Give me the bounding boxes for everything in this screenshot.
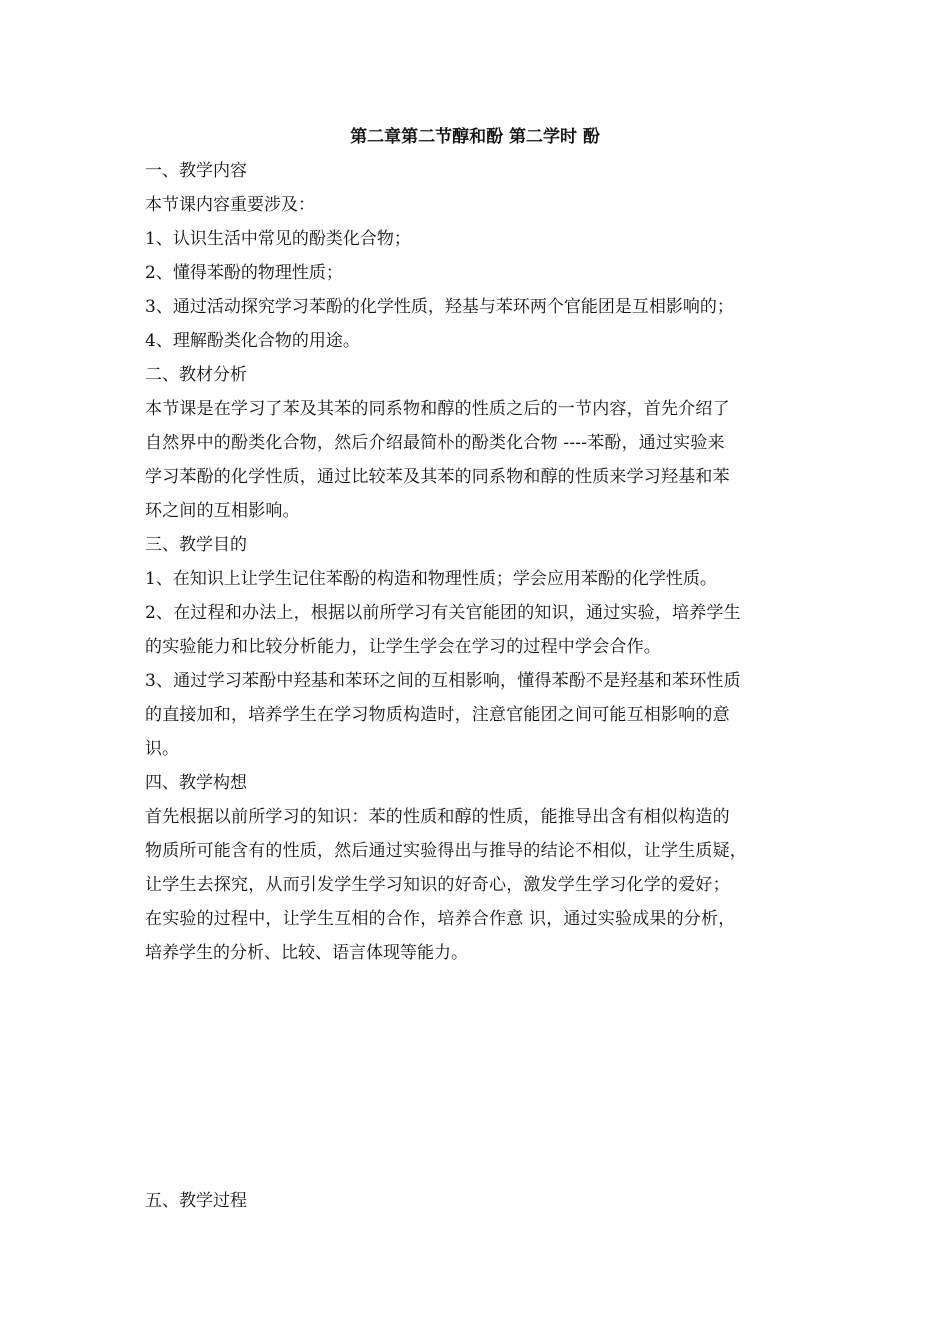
section-heading-content: 一、教学内容	[145, 161, 247, 181]
paragraph-line: 在实验的过程中，让学生互相的合作，培养合作意 识，通过实验成果的分析，	[145, 909, 736, 929]
section-heading-concept: 四、教学构想	[145, 773, 247, 793]
paragraph-line: 的实验能力和比较分析能力，让学生学会在学习的过程中学会合作。	[145, 637, 661, 657]
paragraph-line: 培养学生的分析、比较、语言体现等能力。	[145, 943, 468, 963]
paragraph-line: 的直接加和，培养学生在学习物质构造时，注意官能团之间可能互相影响的意	[145, 705, 730, 725]
paragraph-line: 学习苯酚的化学性质，通过比较苯及其苯的同系物和醇的性质来学习羟基和苯	[145, 467, 730, 487]
list-item: 3、通过学习苯酚中羟基和苯环之间的互相影响，懂得苯酚不是羟基和苯环性质	[145, 671, 741, 691]
paragraph-line: 首先根据以前所学习的知识：苯的性质和醇的性质，能推导出含有相似构造的	[145, 807, 730, 827]
list-item: 1、在知识上让学生记住苯酚的构造和物理性质；学会应用苯酚的化学性质。	[145, 569, 717, 589]
paragraph-line: 让学生去探究，从而引发学生学习知识的好奇心，激发学生学习化学的爱好；	[145, 875, 730, 895]
paragraph-line: 环之间的互相影响。	[145, 501, 300, 521]
list-item: 2、在过程和办法上，根据以前所学习有关官能团的知识，通过实验，培养学生	[145, 603, 741, 623]
paragraph-line: 本节课是在学习了苯及其苯的同系物和醇的性质之后的一节内容，首先介绍了	[145, 399, 730, 419]
paragraph-line: 自然界中的酚类化合物，然后介绍最简朴的酚类化合物 ----苯酚，通过实验来	[145, 433, 725, 453]
section-heading-process: 五、教学过程	[145, 1191, 247, 1211]
document-body	[145, 154, 815, 970]
page-title: 第二章第二节醇和酚 第二学时 酚	[350, 127, 600, 147]
list-item: 4、理解酚类化合物的用途。	[145, 331, 360, 351]
section-heading-analysis: 二、教材分析	[145, 365, 247, 385]
list-item: 1、认识生活中常见的酚类化合物；	[145, 229, 411, 249]
paragraph-line: 本节课内容重要涉及：	[145, 195, 315, 215]
list-item: 3、通过活动探究学习苯酚的化学性质，羟基与苯环两个官能团是互相影响的；	[145, 297, 734, 317]
list-item: 2、懂得苯酚的物理性质；	[145, 263, 343, 283]
paragraph-line: 识。	[145, 739, 179, 759]
section-heading-goals: 三、教学目的	[145, 535, 247, 555]
paragraph-line: 物质所可能含有的性质，然后通过实验得出与推导的结论不相似，让学生质疑，	[145, 841, 747, 861]
